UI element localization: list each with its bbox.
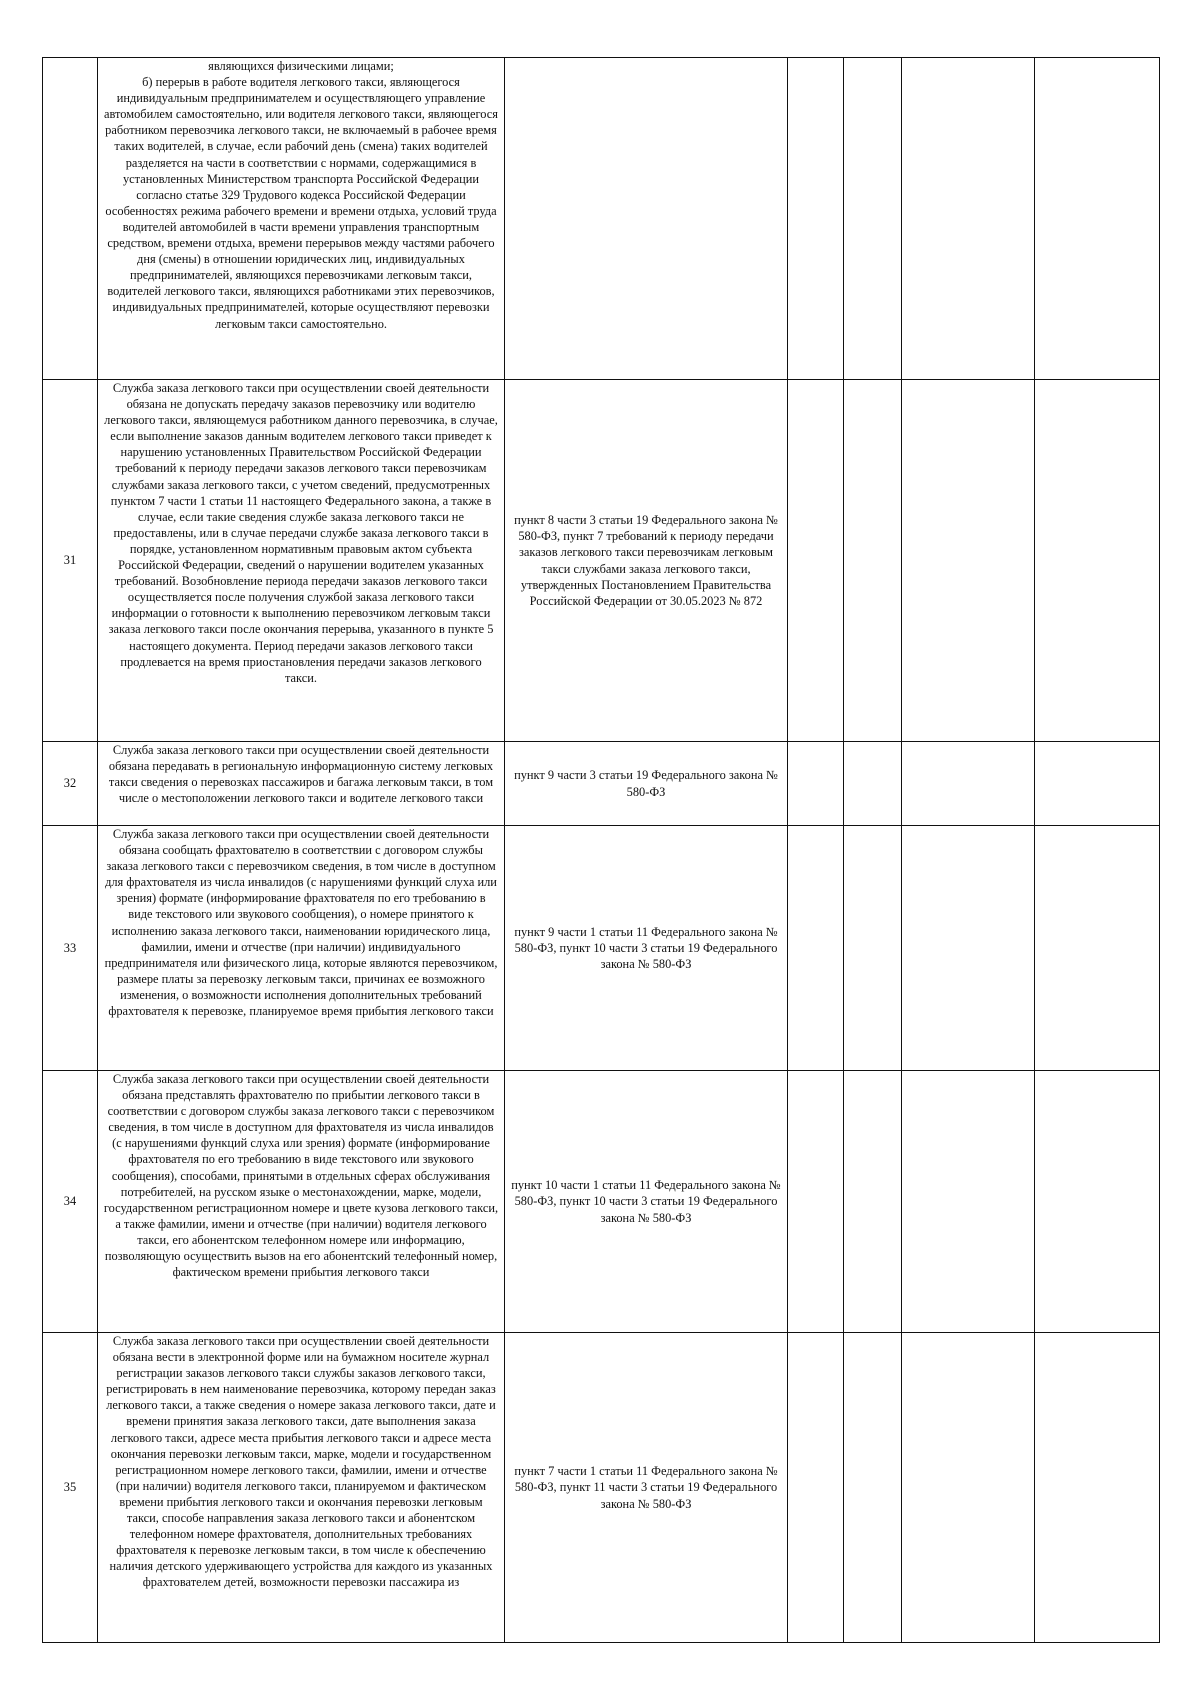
requirement-text: Служба заказа легкового такси при осуществлении своей деятельности обязана передавать в региональную информационную систему легковых такси сведения о перевозках пассажиров и багажа легковым такси, в том числе о местоположении легкового такси и водителе легкового такси bbox=[98, 742, 505, 826]
empty-cell bbox=[902, 1333, 1035, 1643]
row-number: 31 bbox=[43, 380, 98, 742]
table-row bbox=[43, 826, 1160, 1071]
empty-cell bbox=[902, 1071, 1035, 1333]
empty-cell bbox=[1035, 58, 1160, 380]
requirements-table bbox=[42, 57, 1160, 1643]
row-number: 32 bbox=[43, 742, 98, 826]
empty-cell bbox=[902, 58, 1035, 380]
empty-cell bbox=[788, 380, 844, 742]
legal-reference: пункт 8 части 3 статьи 19 Федерального закона № 580-ФЗ, пункт 7 требований к периоду передачи заказов легкового такси перевозчикам легковым такси службами заказа легкового такси, утвержденных Постановлением Правительства Российской Федерации от 30.05.2023 № 872 bbox=[505, 380, 788, 742]
requirement-text: Служба заказа легкового такси при осуществлении своей деятельности обязана представлять фрахтователю по прибытии легкового такси в соответствии с договором службы заказа легкового такси с перевозчиком сведения, в том числе в доступном для фрахтователя из числа инвалидов (с нарушениями функций слуха или зрения) формате (информирование фрахтователя по его требованию в виде текстового или звукового сообщения), способами, принятыми в отдельных сферах обслуживания потребителей, на русском языке о местонахождении, марке, модели, государственном регистрационном номере и цвете кузова легкового такси, а также фамилии, имени и отчестве (при наличии) водителя легкового такси, его абонентском телефонном номере или информацию, позволяющую осуществить вызов на его абонентский телефонный номер, фактическом времени прибытия легкового такси bbox=[98, 1071, 505, 1333]
empty-cell bbox=[844, 742, 902, 826]
row-number bbox=[43, 58, 98, 380]
row-number: 34 bbox=[43, 1071, 98, 1333]
empty-cell bbox=[902, 826, 1035, 1071]
table-row bbox=[43, 742, 1160, 826]
row-number: 33 bbox=[43, 826, 98, 1071]
empty-cell bbox=[788, 1071, 844, 1333]
empty-cell bbox=[902, 742, 1035, 826]
legal-reference: пункт 9 части 3 статьи 19 Федерального закона № 580-ФЗ bbox=[505, 742, 788, 826]
legal-reference: пункт 10 части 1 статьи 11 Федерального закона № 580-ФЗ, пункт 10 части 3 статьи 19 Федерального закона № 580-ФЗ bbox=[505, 1071, 788, 1333]
empty-cell bbox=[844, 380, 902, 742]
table-body bbox=[43, 58, 1160, 1643]
empty-cell bbox=[844, 826, 902, 1071]
empty-cell bbox=[1035, 380, 1160, 742]
table-row bbox=[43, 380, 1160, 742]
requirement-text: Служба заказа легкового такси при осуществлении своей деятельности обязана сообщать фрахтователю в соответствии с договором службы заказа легкового такси с перевозчиком сведения, в том числе в доступном для фрахтователя из числа инвалидов (с нарушениями функций слуха или зрения) формате (информирование фрахтователя по его требованию в виде текстового или звукового сообщения), о номере принятого к исполнению заказа легкового такси, наименовании юридического лица, фамилии, имени и отчестве (при наличии) индивидуального предпринимателя или физического лица, которые являются перевозчиком, размере платы за перевозку легковым такси, причинах ее возможного изменения, о возможности исполнения дополнительных требований фрахтователя к перевозке, планируемое время прибытия легкового такси bbox=[98, 826, 505, 1071]
empty-cell bbox=[844, 1071, 902, 1333]
requirement-text: Служба заказа легкового такси при осуществлении своей деятельности обязана не допускать передачу заказов перевозчику или водителю легкового такси, являющемуся работником данного перевозчика, в случае, если выполнение заказов данным водителем легкового такси приведет к нарушению установленных Правительством Российской Федерации требований к периоду передачи заказов легкового такси перевозчикам службами заказа легкового такси, с учетом сведений, предусмотренных пунктом 7 части 1 статьи 11 настоящего Федерального закона, а также в случае, если такие сведения службе заказа легкового такси не предоставлены, или в случае передачи службе заказа легкового такси в порядке, установленном нормативным правовым актом субъекта Российской Федерации, сведений о нарушении водителем указанных требований. Возобновление периода передачи заказов легкового такси осуществляется после получения службой заказа легкового такси информации о готовности к выполнению перевозчиком легковым такси заказа легкового такси после окончания перерыва, указанного в пункте 5 настоящего документа. Период передачи заказов легкового такси продлевается на время приостановления передачи заказов легкового такси. bbox=[98, 380, 505, 742]
empty-cell bbox=[788, 742, 844, 826]
table-row bbox=[43, 1333, 1160, 1643]
empty-cell bbox=[788, 1333, 844, 1643]
empty-cell bbox=[1035, 826, 1160, 1071]
requirement-text: Служба заказа легкового такси при осуществлении своей деятельности обязана вести в электронной форме или на бумажном носителе журнал регистрации заказов легкового такси службы заказов легкового такси, регистрировать в нем наименование перевозчика, которому передан заказ легкового такси, а также сведения о номере заказа легкового такси, дате и времени принятия заказа легкового такси, дате выполнения заказа легкового такси, адресе места прибытия легкового такси и адресе места окончания перевозки легковым такси, марке, модели и государственном регистрационном номере легкового такси, фамилии, имени и отчестве (при наличии) водителя легкового такси, планируемом и фактическом времени прибытия легкового такси и окончания перевозки легковым такси, способе направления заказа легкового такси и абонентском телефонном номере фрахтователя, дополнительных требованиях фрахтователя к перевозке легковым такси, в том числе к обеспечению наличия детского удерживающего устройства для каждого из указанных фрахтователем детей, возможности перевозки пассажира из bbox=[98, 1333, 505, 1643]
empty-cell bbox=[1035, 742, 1160, 826]
table-row bbox=[43, 58, 1160, 380]
table-row bbox=[43, 1071, 1160, 1333]
legal-reference: пункт 9 части 1 статьи 11 Федерального закона № 580-ФЗ, пункт 10 части 3 статьи 19 Федерального закона № 580-ФЗ bbox=[505, 826, 788, 1071]
row-number: 35 bbox=[43, 1333, 98, 1643]
legal-reference: пункт 7 части 1 статьи 11 Федерального закона № 580-ФЗ, пункт 11 части 3 статьи 19 Федерального закона № 580-ФЗ bbox=[505, 1333, 788, 1643]
empty-cell bbox=[1035, 1071, 1160, 1333]
empty-cell bbox=[902, 380, 1035, 742]
empty-cell bbox=[844, 1333, 902, 1643]
empty-cell bbox=[844, 58, 902, 380]
empty-cell bbox=[788, 826, 844, 1071]
empty-cell bbox=[788, 58, 844, 380]
empty-cell bbox=[1035, 1333, 1160, 1643]
requirement-text: являющихся физическими лицами; б) перерыв в работе водителя легкового такси, являющегося индивидуальным предпринимателем и осуществляющего управление автомобилем самостоятельно, или водителя легкового такси, являющегося работником перевозчика легкового такси, не включаемый в рабочее время таких водителей, в случае, если рабочий день (смена) таких водителей разделяется на части в соответствии с нормами, содержащимися в установленных Министерством транспорта Российской Федерации согласно статье 329 Трудового кодекса Российской Федерации особенностях режима рабочего времени и времени отдыха, условий труда водителей автомобилей в части времени управления транспортным средством, времени отдыха, времени перерывов между частями рабочего дня (смены) в отношении юридических лиц, индивидуальных предпринимателей, являющихся перевозчиками легковым такси, водителей легкового такси, являющихся работниками этих перевозчиков, индивидуальных предпринимателей, которые осуществляют перевозки легковым такси самостоятельно. bbox=[98, 58, 505, 380]
legal-reference bbox=[505, 58, 788, 380]
